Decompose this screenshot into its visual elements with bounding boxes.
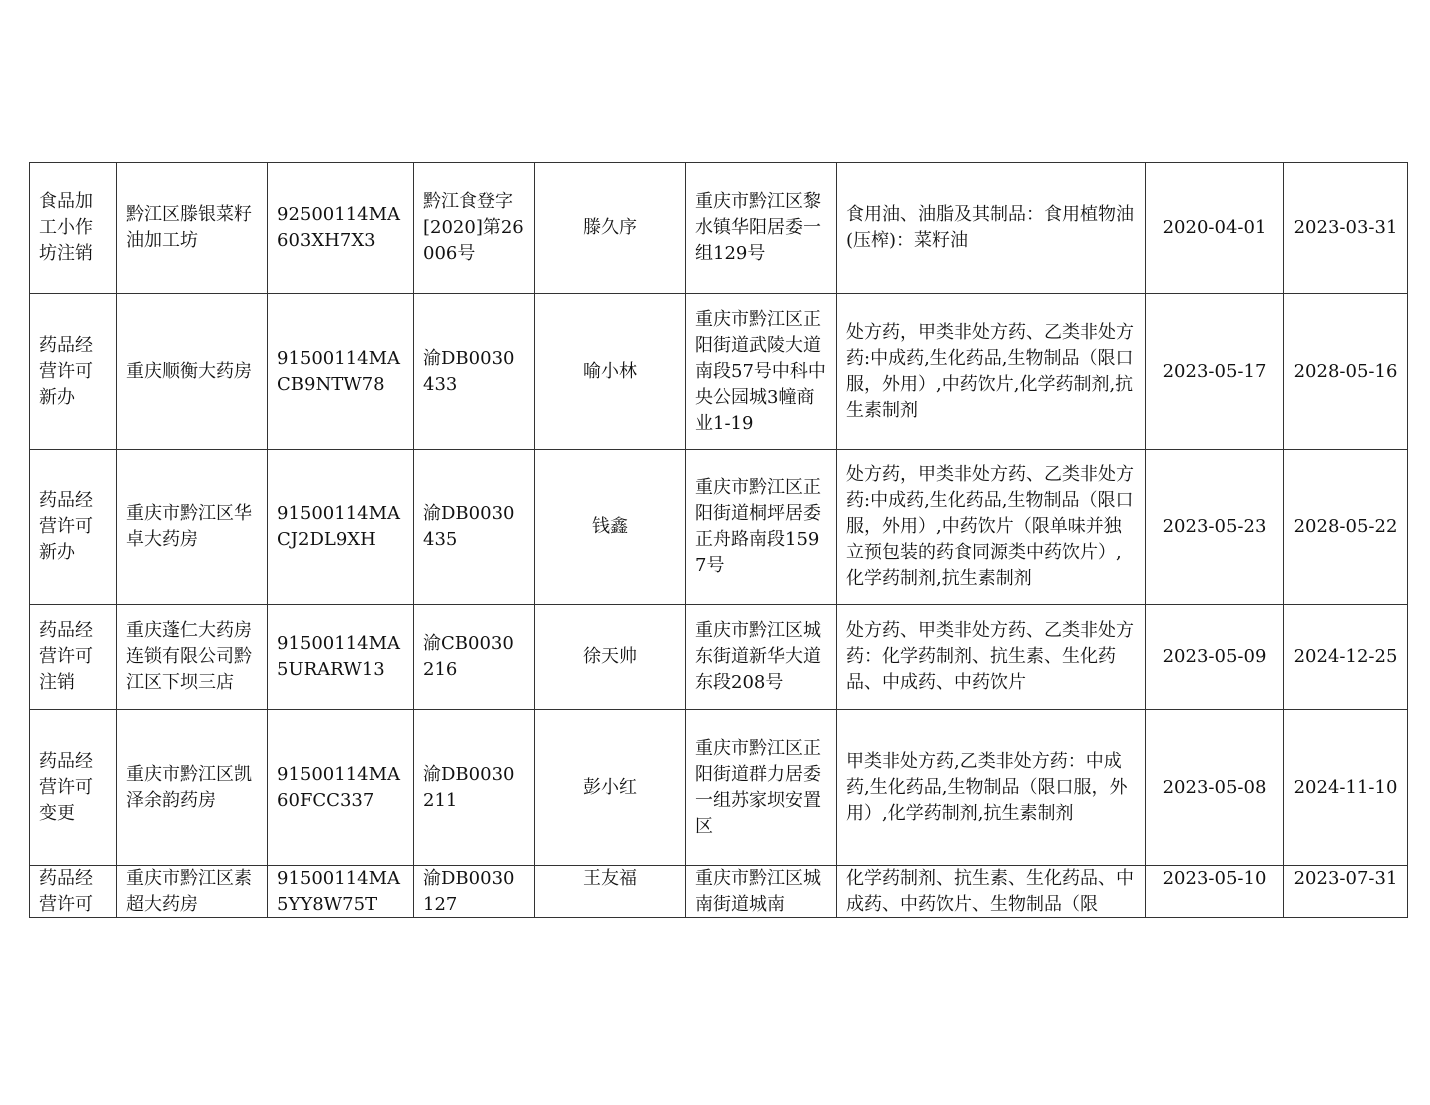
- person-cell: 滕久序: [535, 163, 686, 294]
- address-cell: 重庆市黔江区正阳街道桐坪居委正舟路南段1597号: [686, 450, 837, 605]
- scope-cell: 化学药制剂、抗生素、生化药品、中成药、中药饮片、生物制品（限: [837, 866, 1146, 918]
- credit-code-cell: 91500114MA60FCC337: [268, 710, 414, 866]
- category-cell: 药品经营许可: [30, 866, 117, 918]
- credit-code-cell: 92500114MA603XH7X3: [268, 163, 414, 294]
- category-cell: 药品经营许可变更: [30, 710, 117, 866]
- name-cell: 重庆市黔江区素超大药房: [117, 866, 268, 918]
- address-cell: 重庆市黔江区黎水镇华阳居委一组129号: [686, 163, 837, 294]
- address-cell: 重庆市黔江区城南街道城南: [686, 866, 837, 918]
- end-date-cell: 2024-12-25: [1284, 605, 1408, 710]
- table-row: [30, 866, 1408, 918]
- license-table: [29, 162, 1408, 918]
- start-date-cell: 2023-05-17: [1146, 294, 1284, 450]
- table-row: [30, 710, 1408, 866]
- license-no-cell: 渝CB0030216: [414, 605, 535, 710]
- table-row: [30, 450, 1408, 605]
- credit-code-cell: 91500114MACB9NTW78: [268, 294, 414, 450]
- person-cell: 徐天帅: [535, 605, 686, 710]
- person-cell: 彭小红: [535, 710, 686, 866]
- start-date-cell: 2020-04-01: [1146, 163, 1284, 294]
- category-cell: 药品经营许可注销: [30, 605, 117, 710]
- scope-cell: 处方药，甲类非处方药、乙类非处方药:中成药,生化药品,生物制品（限口服，外用）,中药饮片,化学药制剂,抗生素制剂: [837, 294, 1146, 450]
- person-cell: 王友福: [535, 866, 686, 918]
- end-date-cell: 2023-07-31: [1284, 866, 1408, 918]
- scope-cell: 食用油、油脂及其制品：食用植物油(压榨)：菜籽油: [837, 163, 1146, 294]
- category-cell: 食品加工小作坊注销: [30, 163, 117, 294]
- end-date-cell: 2028-05-22: [1284, 450, 1408, 605]
- name-cell: 重庆市黔江区华卓大药房: [117, 450, 268, 605]
- end-date-cell: 2028-05-16: [1284, 294, 1408, 450]
- person-cell: 钱鑫: [535, 450, 686, 605]
- credit-code-cell: 91500114MACJ2DL9XH: [268, 450, 414, 605]
- table-row: [30, 163, 1408, 294]
- table-row: [30, 605, 1408, 710]
- start-date-cell: 2023-05-09: [1146, 605, 1284, 710]
- credit-code-cell: 91500114MA5URARW13: [268, 605, 414, 710]
- license-no-cell: 渝DB0030435: [414, 450, 535, 605]
- end-date-cell: 2023-03-31: [1284, 163, 1408, 294]
- name-cell: 重庆顺衡大药房: [117, 294, 268, 450]
- scope-cell: 处方药，甲类非处方药、乙类非处方药:中成药,生化药品,生物制品（限口服，外用）,中药饮片（限单味并独立预包装的药食同源类中药饮片）,化学药制剂,抗生素制剂: [837, 450, 1146, 605]
- license-no-cell: 渝DB0030211: [414, 710, 535, 866]
- end-date-cell: 2024-11-10: [1284, 710, 1408, 866]
- address-cell: 重庆市黔江区正阳街道群力居委一组苏家坝安置区: [686, 710, 837, 866]
- license-no-cell: 渝DB0030433: [414, 294, 535, 450]
- person-cell: 喻小林: [535, 294, 686, 450]
- scope-cell: 甲类非处方药,乙类非处方药：中成药,生化药品,生物制品（限口服，外用）,化学药制剂,抗生素制剂: [837, 710, 1146, 866]
- category-cell: 药品经营许可新办: [30, 294, 117, 450]
- start-date-cell: 2023-05-10: [1146, 866, 1284, 918]
- category-cell: 药品经营许可新办: [30, 450, 117, 605]
- table-row: [30, 294, 1408, 450]
- address-cell: 重庆市黔江区正阳街道武陵大道南段57号中科中央公园城3幢商业1-19: [686, 294, 837, 450]
- credit-code-cell: 91500114MA5YY8W75T: [268, 866, 414, 918]
- license-no-cell: 渝DB0030127: [414, 866, 535, 918]
- name-cell: 重庆蓬仁大药房连锁有限公司黔江区下坝三店: [117, 605, 268, 710]
- address-cell: 重庆市黔江区城东街道新华大道东段208号: [686, 605, 837, 710]
- name-cell: 重庆市黔江区凯泽余韵药房: [117, 710, 268, 866]
- name-cell: 黔江区滕银菜籽油加工坊: [117, 163, 268, 294]
- license-no-cell: 黔江食登字[2020]第26006号: [414, 163, 535, 294]
- start-date-cell: 2023-05-23: [1146, 450, 1284, 605]
- scope-cell: 处方药、甲类非处方药、乙类非处方药：化学药制剂、抗生素、生化药品、中成药、中药饮片: [837, 605, 1146, 710]
- start-date-cell: 2023-05-08: [1146, 710, 1284, 866]
